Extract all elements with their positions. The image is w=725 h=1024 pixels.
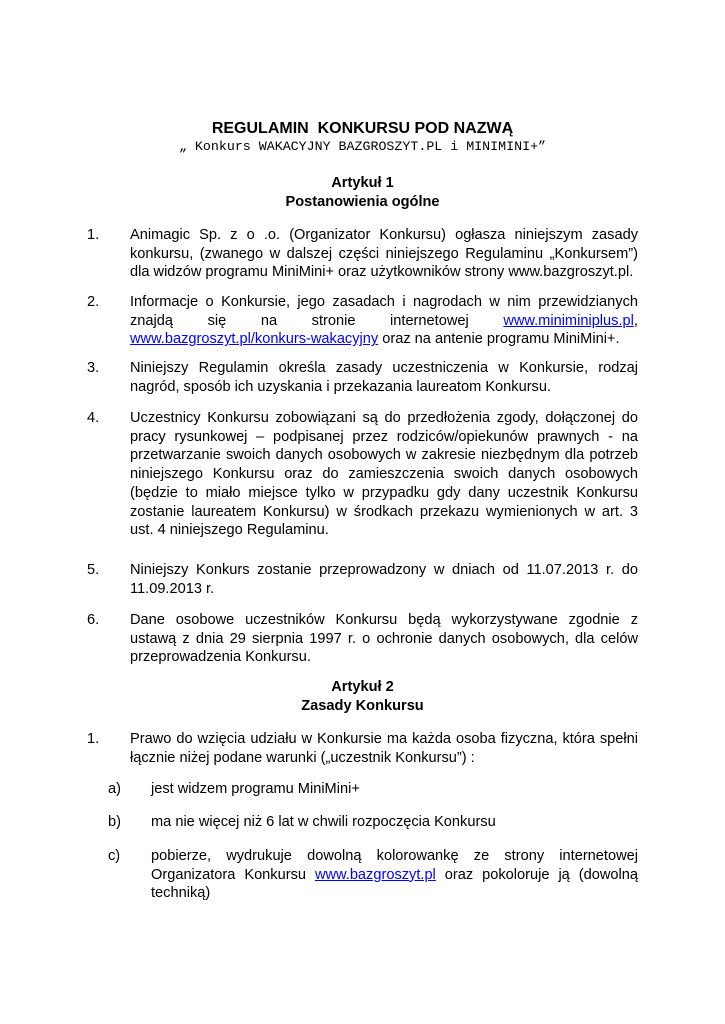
condition-a-text: jest widzem programu MiniMini+	[151, 781, 360, 797]
article-1-item-2-word: stronie	[311, 312, 356, 329]
article-1-item-5-text: Niniejszy Konkurs zostanie przeprowadzony w dniach od 11.07.2013 r. do 11.09.2013 r.	[130, 562, 638, 597]
condition-c-outro: oraz pokoloruje ją (dowolną techniką)	[151, 866, 638, 902]
document-subtitle: „ Konkurs WAKACYJNY BAZGROSZYT.PL i MINIMINI+”	[178, 139, 547, 154]
article-1-item-2-tail: oraz na antenie programu MiniMini+.	[378, 331, 620, 348]
article-2-number: Artykuł 2	[331, 679, 394, 695]
article-1-title: Postanowienia ogólne	[285, 194, 440, 210]
article-1-item-6-number: 6.	[87, 612, 100, 628]
article-1-item-2-number: 2.	[87, 294, 100, 310]
article-1-item-1-number: 1.	[87, 227, 100, 243]
condition-c-text	[151, 847, 638, 903]
comma: ,	[633, 312, 638, 329]
article-1-item-3-number: 3.	[87, 360, 100, 376]
article-1-item-2-word: znajdą	[130, 312, 174, 329]
condition-b-marker: b)	[108, 814, 121, 830]
condition-a-marker: a)	[108, 781, 121, 797]
bazgroszyt-link[interactable]: www.bazgroszyt.pl	[314, 866, 436, 883]
article-1-item-2-word: na	[260, 312, 278, 329]
article-1-item-1-text: Animagic Sp. z o .o. (Organizator Konkursu) ogłasza niniejszym zasady konkursu, (zwanego w dalszej części niniejszego Regulaminu „Konkursem”) dla widzów programu MiniMini+ oraz użytkowników strony www.bazgroszyt.pl.	[130, 227, 638, 281]
article-1-item-2-line-2	[130, 312, 638, 331]
article-1-item-5-number: 5.	[87, 562, 100, 578]
article-1-item-2-word: internetowej	[390, 312, 469, 329]
condition-b-text: ma nie więcej niż 6 lat w chwili rozpoczęcia Konkursu	[151, 814, 496, 830]
article-2-title: Zasady Konkursu	[301, 698, 424, 714]
article-1-item-2-text	[130, 293, 638, 349]
article-1-item-2-line-1	[130, 293, 638, 312]
article-2-item-1-number: 1.	[87, 731, 100, 747]
article-1-item-3-text: Niniejszy Regulamin określa zasady uczestniczenia w Konkursie, rodzaj nagród, sposób ich uzyskania i przekazania laureatom Konkursu.	[130, 360, 638, 395]
bazgroszyt-konkurs-link[interactable]: www.bazgroszyt.pl/konkurs-wakacyjny	[130, 331, 379, 348]
article-1-item-4-number: 4.	[87, 410, 100, 426]
article-1-item-4-text: Uczestnicy Konkursu zobowiązani są do przedłożenia zgody, dołączonej do pracy rysunkowej – podpisanej przez rodziców/opiekunów prawnych - na przetwarzanie swoich danych osobowych w zakresie niezbędnym dla potrzeb niniejszego Konkursu oraz do zamieszczenia swoich danych osobowych (będzie to miało miejsce tylko w przypadku gdy dany uczestnik Konkursu zostanie laureatem Konkursu) w środkach przekazu wymienionych w art. 3 ust. 4 niniejszego Regulaminu.	[130, 410, 638, 539]
article-1-number: Artykuł 1	[331, 175, 394, 191]
document-title: REGULAMIN KONKURSU POD NAZWĄ	[211, 120, 514, 137]
article-1-item-2-intro: Informacje o Konkursie, jego zasadach i nagrodach w nim przewidzianych	[130, 294, 638, 310]
article-1-item-2-line-3	[130, 330, 638, 349]
article-2-item-1-text: Prawo do wzięcia udziału w Konkursie ma każda osoba fizyczna, która spełni łącznie niżej podane warunki („uczestnik Konkursu”) :	[130, 731, 638, 766]
miniminiplus-link[interactable]: www.miniminiplus.pl	[503, 312, 634, 329]
article-1-item-2-word: się	[207, 312, 227, 329]
condition-c-intro: pobierze, wydrukuje dowolną kolorowankę ze strony internetowej Organizatora Konkursu	[151, 848, 638, 883]
article-1-item-6-text: Dane osobowe uczestników Konkursu będą wykorzystywane zgodnie z ustawą z dnia 29 sierpnia 1997 r. o ochronie danych osobowych, dla celów przeprowadzenia Konkursu.	[130, 612, 638, 666]
condition-c-marker: c)	[108, 848, 121, 864]
